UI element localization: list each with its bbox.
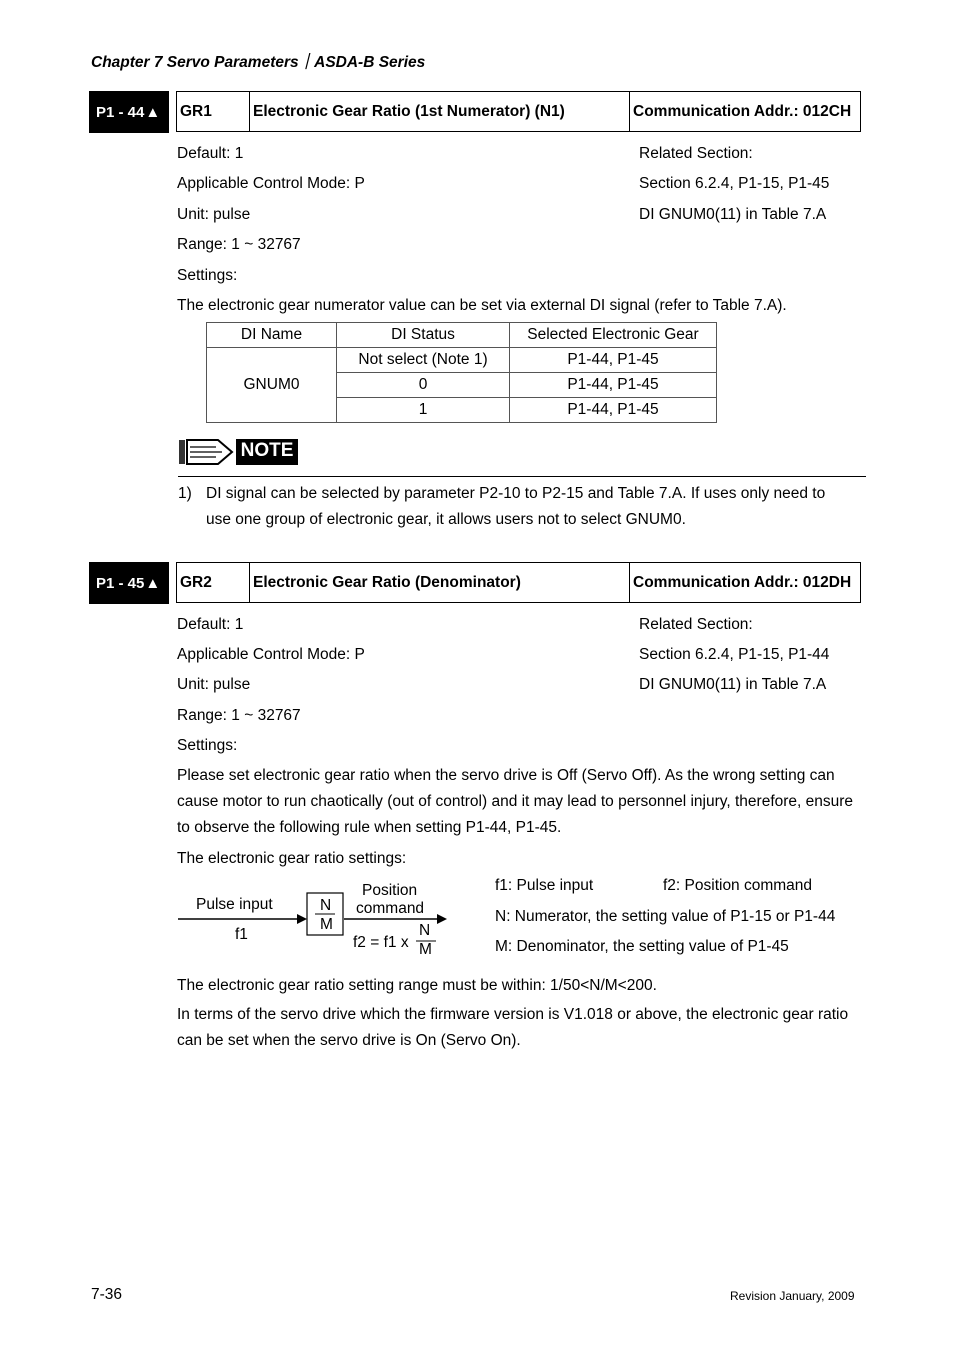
output-arrow-head <box>437 914 447 924</box>
param-code: GR1 <box>177 92 250 132</box>
note-text-2: use one group of electronic gear, it allows users not to select GNUM0. <box>206 511 686 528</box>
param-id: P1 - 44 <box>96 103 145 121</box>
note-text-1: DI signal can be selected by parameter P2-10 to P2-15 and Table 7.A. If uses only need to <box>206 485 826 502</box>
legend-n: N: Numerator, the setting value of P1-15 or P1-44 <box>495 908 836 925</box>
param-comm-addr: Communication Addr.: 012CH <box>630 92 861 132</box>
input-arrow-head <box>297 914 307 924</box>
gear-n-label: N <box>320 897 332 914</box>
f1-label: f1 <box>235 926 248 943</box>
description: The electronic gear numerator value can be set via external DI signal (refer to Table 7.A). <box>177 297 787 314</box>
param-comm-addr: Communication Addr.: 012DH <box>630 563 861 603</box>
related-section-2: DI GNUM0(11) in Table 7.A <box>639 206 827 223</box>
table-cell: P1-44, P1-45 <box>510 398 717 423</box>
range: Range: 1 ~ 32767 <box>177 707 301 724</box>
param-id-underline <box>89 131 169 133</box>
formula-n-label: N <box>419 922 431 939</box>
formula-m-label: M <box>419 941 432 958</box>
related-section-title: Related Section: <box>639 616 753 633</box>
table-header-cell: DI Status <box>337 323 510 348</box>
pulse-input-label: Pulse input <box>196 896 273 913</box>
command-label: command <box>356 900 425 917</box>
firmware-note: In terms of the servo drive which the firmware version is V1.018 or above, the electronic gear ratio can be set when the servo drive is On (Servo On). <box>177 1006 849 1049</box>
param-id: P1 - 45 <box>96 574 145 592</box>
default-value: Default: 1 <box>177 616 244 633</box>
related-section-1: Section 6.2.4, P1-15, P1-44 <box>639 646 830 663</box>
description: Please set electronic gear ratio when the servo drive is Off (Servo Off). As the wrong setting can cause motor to run chaotically (out of control) and it may lead to personnel injury, therefore, ensure to observe the following rule when setting P1-44, P1-45. <box>177 767 854 836</box>
settings-label: Settings: <box>177 737 238 754</box>
legend-f2: f2: Position command <box>663 877 813 894</box>
f2-formula: f2 = f1 x <box>353 934 409 951</box>
related-section-title: Related Section: <box>639 145 753 162</box>
legend-m: M: Denominator, the setting value of P1-45 <box>495 938 789 955</box>
unit: Unit: pulse <box>177 676 251 693</box>
control-mode: Applicable Control Mode: P <box>177 646 365 663</box>
range-rule: The electronic gear ratio setting range must be within: 1/50<N/M<200. <box>177 977 657 994</box>
table-cell: 0 <box>337 373 510 398</box>
param-code: GR2 <box>177 563 250 603</box>
gear-m-label: M <box>320 916 333 933</box>
control-mode: Applicable Control Mode: P <box>177 175 365 192</box>
settings-label: Settings: <box>177 267 238 284</box>
note-icon-bar <box>179 440 185 464</box>
default-value: Default: 1 <box>177 145 244 162</box>
param-name: Electronic Gear Ratio (Denominator) <box>250 563 630 603</box>
param-id-badge <box>89 562 169 604</box>
revision-date: Revision January, 2009 <box>730 1289 855 1303</box>
param-id-underline <box>89 602 169 604</box>
diagram-intro: The electronic gear ratio settings: <box>177 850 407 867</box>
related-section-1: Section 6.2.4, P1-15, P1-45 <box>639 175 830 192</box>
table-cell: 1 <box>337 398 510 423</box>
table-cell: P1-44, P1-45 <box>510 373 717 398</box>
triangle-icon: ▲ <box>145 574 161 592</box>
unit: Unit: pulse <box>177 206 251 223</box>
param-header-table <box>176 91 861 132</box>
param-header-table <box>176 562 861 603</box>
param-id-badge <box>89 91 169 133</box>
chapter-header: Chapter 7 Servo Parameters｜ASDA-B Series <box>91 54 426 71</box>
table-header-cell: Selected Electronic Gear <box>510 323 717 348</box>
note-divider <box>178 476 866 477</box>
page-number: 7-36 <box>91 1286 123 1303</box>
note-label: NOTE <box>240 440 294 461</box>
table-cell: Not select (Note 1) <box>337 348 510 373</box>
param-name: Electronic Gear Ratio (1st Numerator) (N1) <box>250 92 630 132</box>
range: Range: 1 ~ 32767 <box>177 236 301 253</box>
triangle-icon: ▲ <box>145 103 161 121</box>
position-label: Position <box>362 882 418 899</box>
table-cell-di-name: GNUM0 <box>207 348 337 423</box>
table-row <box>207 348 717 373</box>
legend-f1: f1: Pulse input <box>495 877 594 894</box>
di-table <box>206 322 717 423</box>
note-number: 1) <box>178 485 192 502</box>
table-cell: P1-44, P1-45 <box>510 348 717 373</box>
related-section-2: DI GNUM0(11) in Table 7.A <box>639 676 827 693</box>
table-header-cell: DI Name <box>207 323 337 348</box>
